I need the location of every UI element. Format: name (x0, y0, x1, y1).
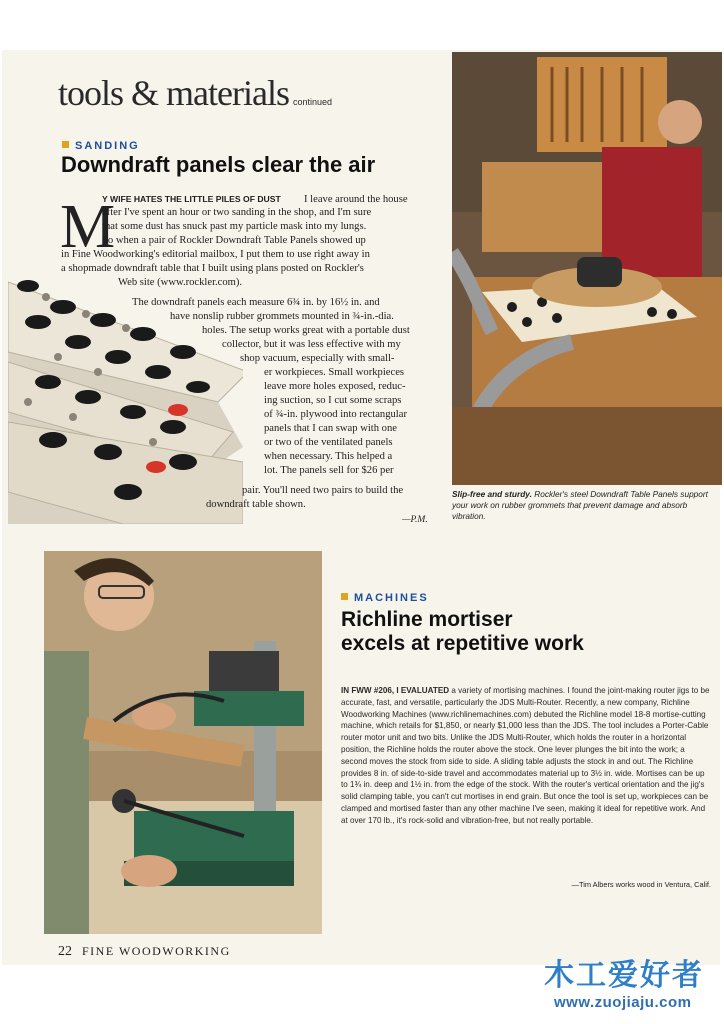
lead-in: Y WIFE HATES THE LITTLE PILES OF DUST (102, 194, 281, 204)
magazine-name: FINE WOODWORKING (82, 944, 231, 958)
sanding-headline: Downdraft panels clear the air (61, 152, 376, 177)
body-line: after I've spent an hour or two sanding in the shop, and I'm sure (102, 207, 372, 218)
body-line: Web site (www.rockler.com). (118, 277, 243, 288)
continued-label: continued (292, 97, 333, 107)
body-line: a shopmade downdraft table that I built using plans posted on Rockler's (61, 263, 364, 274)
drop-cap: M (60, 193, 116, 261)
watermark-logo (540, 944, 720, 1014)
machines-lead-in: IN FWW #206, I EVALUATED (341, 686, 450, 695)
watermark-url: www.zuojiaju.com (554, 994, 692, 1011)
kicker-square-icon (341, 593, 348, 600)
body-line: pair. You'll need two pairs to build the (242, 485, 404, 496)
sanding-kicker: SANDING (62, 140, 140, 152)
body-line: So when a pair of Rockler Downdraft Table Panels showed up (102, 235, 366, 246)
body-line: holes. The setup works great with a portable dust (202, 325, 410, 336)
machines-headline-line2: excels at repetitive work (341, 632, 584, 655)
body-line: I leave around the house (304, 194, 408, 205)
watermark-text: 木工爱好者 (544, 958, 704, 993)
body-line: of ¾-in. plywood into rectangular (264, 409, 407, 420)
machines-article (341, 685, 711, 827)
body-line: panels that I can swap with one (264, 423, 397, 434)
body-line: downdraft table shown. (206, 499, 306, 510)
body-line: in Fine Woodworking's editorial mailbox, I put them to use right away in (61, 249, 370, 260)
body-line: shop vacuum, especially with small- (240, 353, 395, 364)
body-line: or two of the ventilated panels (264, 437, 393, 448)
machines-kicker: MACHINES (341, 592, 429, 604)
body-line: lot. The panels sell for $26 per (264, 465, 394, 476)
section-title: tools & materials continued (58, 73, 333, 113)
mortiser-photo (44, 551, 322, 934)
page-number: 22 (58, 944, 72, 959)
machines-body: a variety of mortising machines. I found the joint-making router jigs to be accurate, fast, and versatile, particularly the JDS Multi-Router. Recently, a new company, Richline Woodworking Machines (www.richlinemachines.com) debuted the Richline model 18-8 mortise-cutting machine, which retails for $1,850, or nearly $1,000 less than the JDS. The tool includes a Porter-Cable router motor unit and two bits. Unlike the JDS Multi-Router, which holds the router in a horizontal position, the Richline holds the router above the stock. One lever plunges the bit into the work; a second moves the stock from side to side. A sliding table adjusts the stock in and out. The Richline provides 8 in. of side-to-side travel and accommodates material up to 3½ in. wide. Mortises can be up to 1¾ in. deep and 1½ in. from the edge of the stock. With the router's vertical orientation and the jig's solid clamping table, you can't cut mortises in end grain. But once the tool is set up, workpieces can be clamped and mortised faster than any other machine I've seen, making it ideal for repetitive work. And at over 170 lb., it's rock-solid and vibration-free, but not really portable. (341, 686, 710, 825)
panels-photo-caption: Slip-free and sturdy. Rockler's steel Downdraft Table Panels support your work on rubber grommets that prevent damage and absorb vibration. (452, 489, 708, 521)
machines-headline-line1: Richline mortiser (341, 608, 513, 631)
body-line: leave more holes exposed, reduc- (264, 381, 406, 392)
machines-headline (341, 608, 584, 656)
machines-byline: —Tim Albers works wood in Ventura, Calif. (571, 880, 711, 889)
body-line: that some dust has snuck past my particle mask into my lungs. (102, 221, 367, 232)
author-signoff: —P.M. (402, 515, 428, 525)
body-line: collector, but it was less effective with my (222, 339, 401, 350)
body-line: The downdraft panels each measure 6¾ in. by 16½ in. and (132, 297, 380, 308)
mortiser-image (44, 551, 322, 934)
body-line: have nonslip rubber grommets mounted in ¾-in.-dia. (170, 311, 394, 322)
body-line: er workpieces. Small workpieces (264, 367, 405, 378)
body-line: when necessary. This helped a (264, 451, 393, 462)
page-folio (58, 944, 231, 960)
body-line: ing suction, so I cut some scraps (264, 395, 402, 406)
